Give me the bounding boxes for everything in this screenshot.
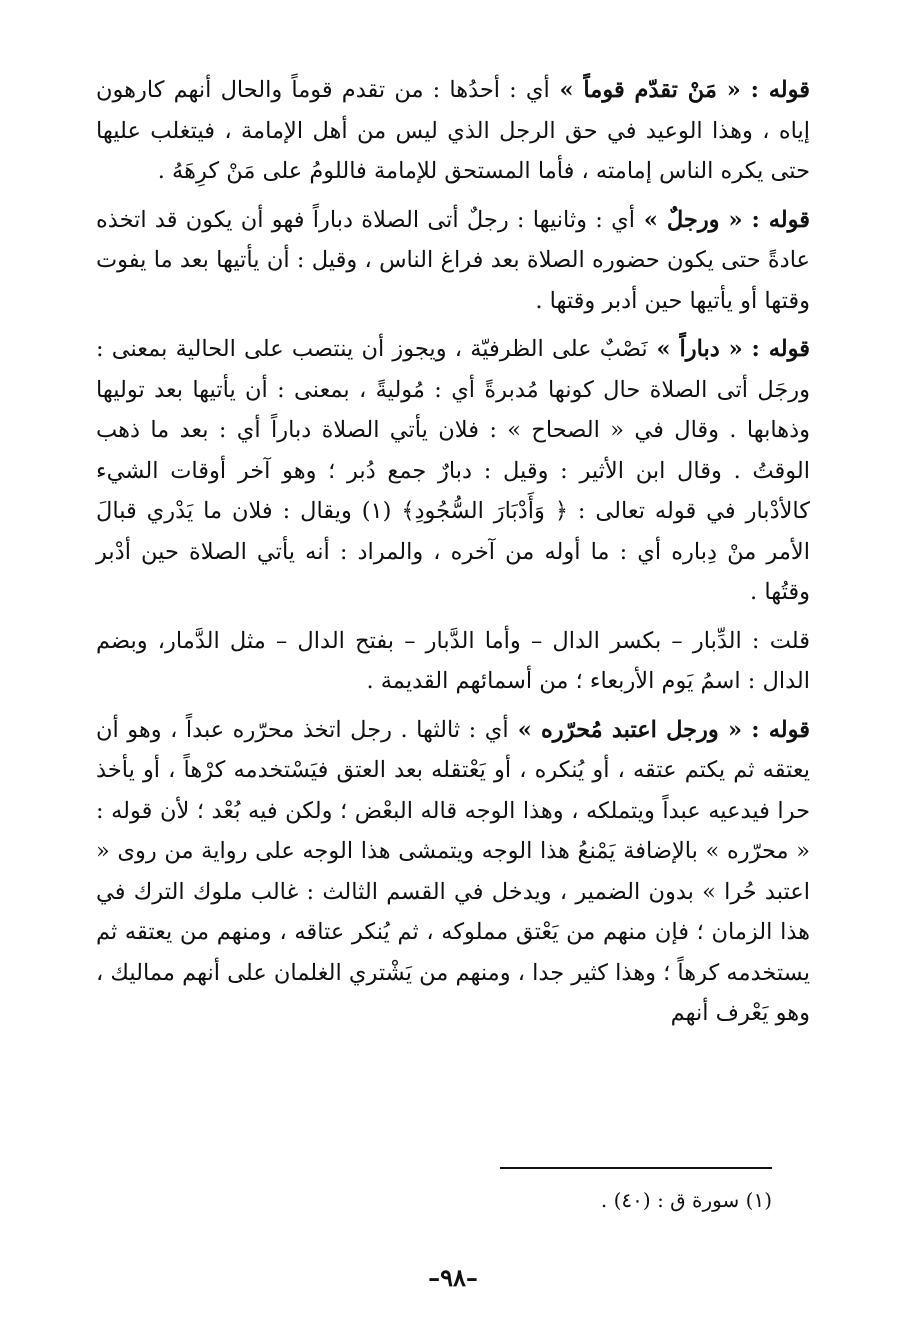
footnote: (١) سورة ق : (٤٠) . — [600, 1188, 772, 1212]
paragraph-3-lead: قوله : « دباراً » — [647, 336, 811, 362]
paragraph-5-lead: قوله : « ورجل اعتبد مُحرّره » — [508, 716, 810, 743]
paragraph-1-lead: قوله : « مَنْ تقدّم قوماً » — [549, 77, 811, 103]
paragraph-5-text: أي : ثالثها . رجل اتخذ محرّره عبداً ، وهو أن يعتقه ثم يكتم عتقه ، أو يُنكره ، أو يَعْتقله بعد العتق فيَسْتخدمه كرْهاً ، أو يأخذ حرا فيدعيه عبداً ويتملكه ، وهذا الوجه قاله البعْض ؛ ولكن فيه بُعْد ؛ لأن قوله : « محرّره » بالإضافة يَمْنعُ هذا الوجه ويتمشى هذا الوجه على رواية من روى « اعتبد حُرا » بدون الضمير ، ويدخل في القسم الثالث : غالب ملوك الترك في هذا الزمان ؛ فإن منهم من يَعْتق مملوكه ، ثم يُنكر عتاقه ، ومنهم من يعتقه ثم يستخدمه كرهاً ؛ وهذا كثير جدا ، ومنهم من يَشْتري الغلمان على أنهم مماليك ، وهو يَعْرف أنهم — [96, 716, 810, 1026]
paragraph-3-text: نَصْبٌ على الظرفيّة ، ويجوز أن ينتصب على الحالية بمعنى : ورجَل أتى الصلاة حال كونها مُدبرةً أي : مُوليةً ، بمعنى : أن يأتيها بعد توليها وذهابها . وقال في « الصحاح » : فلان يأتي الصلاة دباراً أي : بعد ما ذهب الوقتُ . وقال ابن الأثير : وقيل : دبارٌ جمع دُبر ؛ وهو آخر أوقات الشيء كالأدْبار في قوله تعالى : ﴿ وَأَدْبَارَ السُّجُودِ﴾ (١) ويقال : فلان ما يَدْري قبالَ الأمر منْ دِباره أي : ما أوله من آخره ، والمراد : أنه يأتي الصلاة حين أدْبر وقتُها . — [96, 336, 810, 605]
paragraph-1 — [96, 70, 810, 192]
paragraph-5 — [96, 710, 810, 1034]
paragraph-2-lead: قوله : « ورجلٌ » — [634, 206, 810, 233]
paragraph-4-text: قلت : الدِّبار – بكسر الدال – وأما الدَّبار – بفتح الدال – مثل الدَّمار، وبضم الدال : اسمُ يَوم الأربعاء ؛ من أسمائهم القديمة . — [96, 627, 810, 694]
paragraph-4 — [96, 621, 810, 702]
page-number: –٩٨– — [428, 1263, 478, 1292]
footnote-separator — [500, 1167, 772, 1169]
paragraph-1-text: أي : أحدُها : من تقدم قوماً والحال أنهم كارهون إياه ، وهذا الوعيد في حق الرجل الذي ليس من أهل الإمامة ، فيتغلب عليها حتى يكره الناس إمامته ، فأما المستحق للإمامة فاللومُ على مَنْ كرِهَهُ . — [96, 77, 810, 184]
paragraph-2 — [96, 200, 810, 322]
paragraph-2-text: أي : وثانيها : رجلٌ أتى الصلاة دباراً فهو أن يكون قد اتخذه عادةً حتى يكون حضوره الصلاة بعد فراغ الناس ، وقيل : أن يأتيها بعد ما يفوت وقتها أو يأتيها حين أدبر وقتها . — [96, 206, 810, 314]
body-text — [96, 70, 810, 1034]
paragraph-3 — [96, 329, 810, 613]
